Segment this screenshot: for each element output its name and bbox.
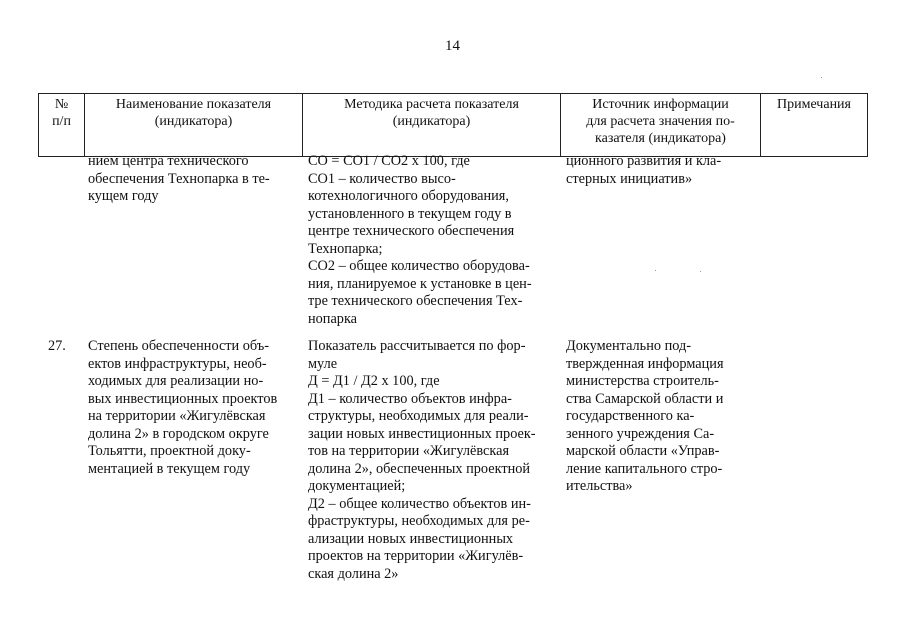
row-1-source: ционного развития и кла- стерных инициатив»: [566, 153, 722, 187]
header-source: Источник информации для расчета значения по- казателя (индикатора): [561, 94, 761, 157]
scan-speck: [700, 271, 701, 272]
header-number: № п/п: [39, 94, 85, 157]
row-1-method: СО = СО1 / СО2 х 100, где СО1 – количество высо- котехнологичного оборудования, установленного в текущем году в центре технического обеспечения Технопарка; СО2 – общее количество оборудова- ния, планируемое к установке в цен- тре технического обеспечения Тех- нопарка: [308, 153, 532, 327]
header-indicator-name: Наименование показателя (индикатора): [85, 94, 303, 157]
row-2-number: 27.: [48, 338, 66, 354]
table-header-row: [39, 94, 868, 157]
scan-speck: [655, 270, 656, 271]
row-2-method: Показатель рассчитывается по фор- муле Д = Д1 / Д2 х 100, где Д1 – количество объектов инфра- структуры, необходимых для реали- зации новых инвестиционных проек- тов на территории «Жигулёвская долина 2», обеспеченных проектной документацией; Д2 – общее количество объектов ин- фраструктуры, необходимых для ре- ализации новых инвестиционных проектов на территории «Жигулёв- ская долина 2»: [308, 338, 536, 582]
row-2-name: Степень обеспеченности объ- ектов инфраструктуры, необ- ходимых для реализации но- вых инвестиционных проектов на территории «Жигулёвская долина 2» в городском округе Тольятти, проектной доку- ментацией в текущем году: [88, 338, 278, 477]
scan-speck: [821, 77, 822, 78]
header-method: Методика расчета показателя (индикатора): [303, 94, 561, 157]
row-1-name: нием центра технического обеспечения Технопарка в те- кущем году: [88, 153, 270, 204]
page-number: 14: [445, 38, 460, 54]
table-header: [38, 93, 868, 157]
row-2-source: Документально под- твержденная информация министерства строитель- ства Самарской области и государственного ка- зенного учреждения Са- марской области «Управ- ление капитального стро- ительства»: [566, 338, 724, 494]
header-notes: Примечания: [761, 94, 868, 157]
